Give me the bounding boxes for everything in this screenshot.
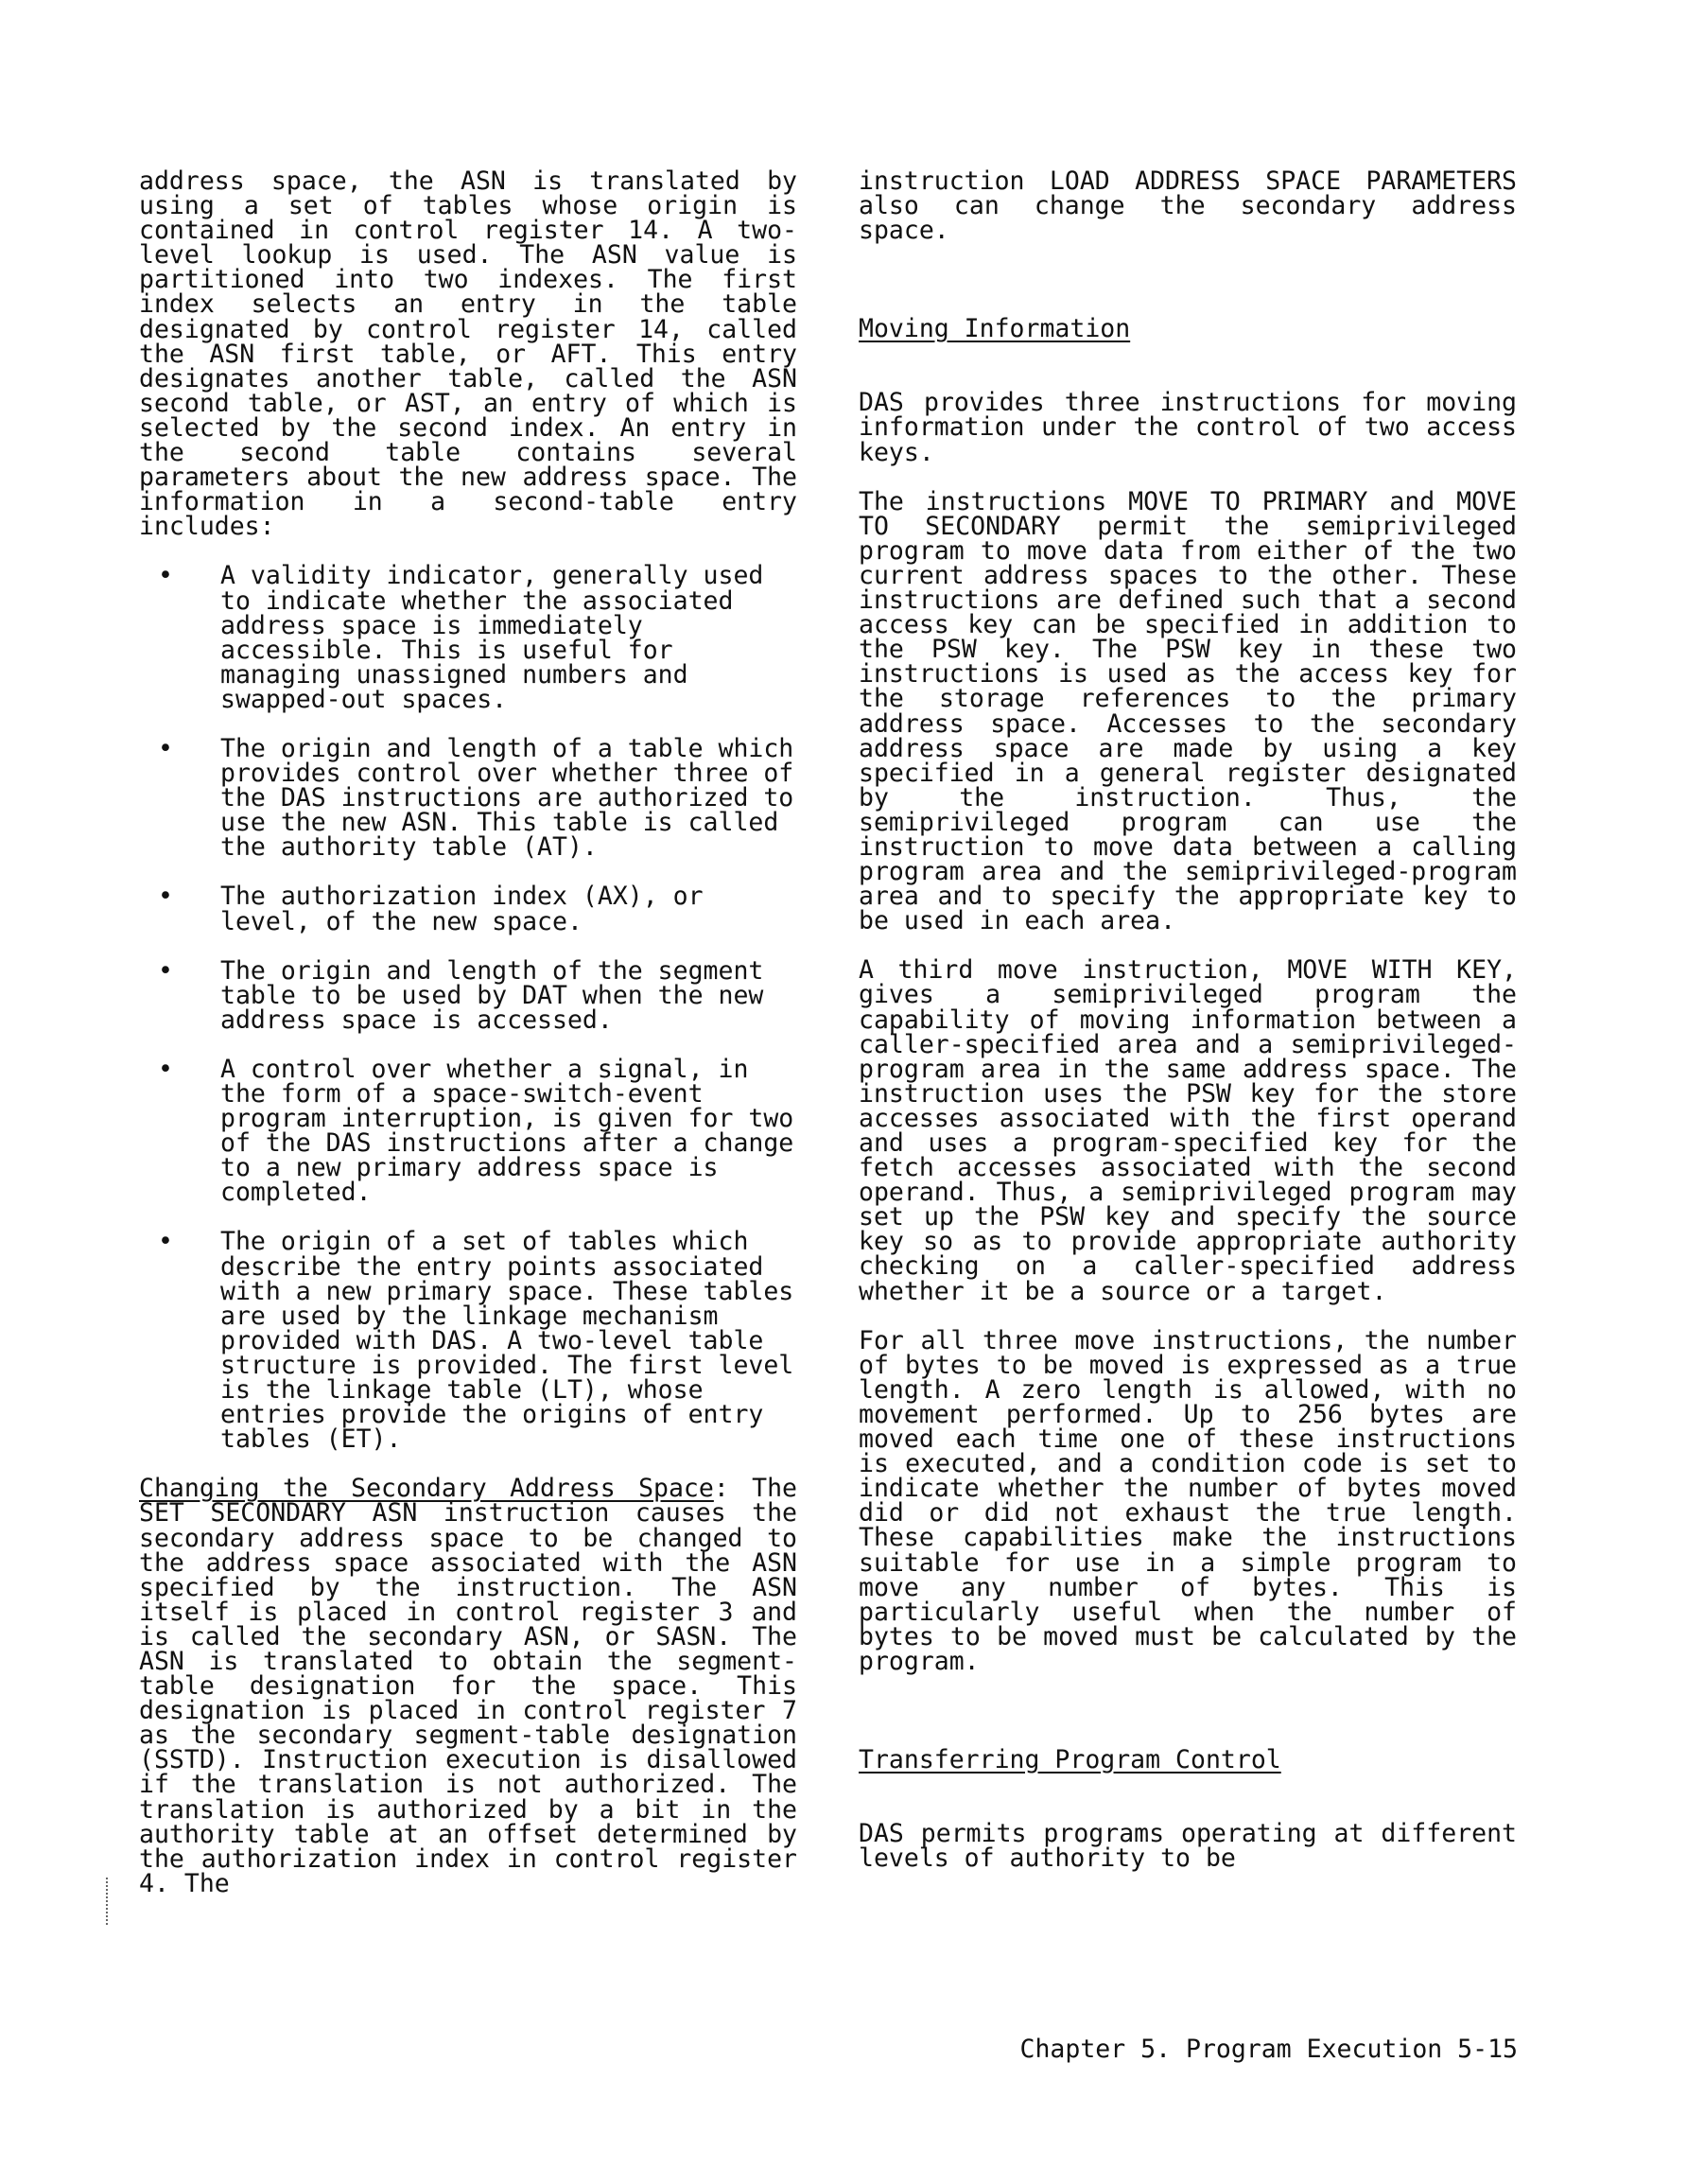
- bullet-icon: •: [158, 1227, 173, 1257]
- changing-secondary-text: : The SET SECONDARY ASN instruction causes the secondary address space to be changed to the address space associated with the ASN specified by the instruction. The ASN itself is placed in control register 3 and is called the secondary ASN, or SASN. The ASN is translated to obtain the segment-table designation for the space. This designation is placed in control register 7 as the secondary segment-table designation (SSTD). Instruction execution is disallowed if the translation is not authorized. The translation is authorized by a bit in the authority table at an offset determined by the authorization index in control register 4. The: [139, 1474, 798, 1898]
- moving-paragraph-4: For all three move instructions, the number of bytes to be moved is expressed as a true length. A zero length is allowed, with no movement performed. Up to 256 bytes are moved each time one of these instructions is executed, and a condition code is set to indicate whether the number of bytes moved did or did not exhaust the true length. These capabilities make the instructions suitable for use in a simple program to move any number of bytes. This is particularly useful when the number of bytes to be moved must be calculated by the program.: [859, 1325, 1517, 1676]
- moving-paragraph-2: The instructions MOVE TO PRIMARY and MOVE TO SECONDARY permit the semiprivileged program to move data from either of the two current address spaces to the other. These instructions are defined such that a second access key can be specified in addition to the PSW key. The PSW key in these two instructions is used as the access key for the storage references to the primary address space. Accesses to the secondary address space are made by using a key specified in a general register designated by the instruction. Thus, the semiprivileged program can use the instruction to move data between a calling program area and the semiprivileged-program area and to specify the appropriate key to be used in each area.: [859, 486, 1517, 936]
- changing-secondary-paragraph: [139, 1476, 797, 1896]
- bullet-icon: •: [158, 733, 173, 763]
- right-column: [859, 166, 1517, 1874]
- list-item: • The origin and length of the segment table to be used by DAT when the new address space is accessed.: [158, 955, 764, 1035]
- list-item: • A control over whether a signal, in the form of a space-switch-event program interruption, is given for two of the DAS instructions after a change to a new primary address space is completed.: [158, 1054, 794, 1208]
- moving-information-heading: Moving Information: [859, 314, 1131, 344]
- list-item: • A validity indicator, generally used to indicate whether the associated address space is immediately accessible. This is useful for managing unassigned numbers and swapped-out spaces.: [158, 561, 764, 714]
- list-item: • The origin and length of a table which provides control over whether three of the DAS instructions are authorized to use the new ASN. This table is called the authority table (AT).: [158, 733, 794, 863]
- bullet-icon: •: [158, 1054, 173, 1084]
- transferring-control-heading: Transferring Program Control: [859, 1744, 1281, 1774]
- moving-paragraph-1: DAS provides three instructions for moving information under the control of two access keys.: [859, 388, 1517, 467]
- left-intro-paragraph: address space, the ASN is translated by using a set of tables whose origin is contained in control register 14. A two-level lookup is used. The ASN value is partitioned into two indexes. The first index selects an entry in the table designated by control register 14, called the ASN first table, or AFT. This entry designates another table, called the ASN second table, or AST, an entry of which is selected by the second index. An entry in the second table contains several parameters about the new address space. The information in a second-table entry includes:: [139, 166, 797, 542]
- left-column: [139, 166, 798, 1898]
- revision-bar: [106, 1878, 110, 1925]
- bullet-icon: •: [158, 561, 173, 591]
- bullet-icon: •: [158, 882, 173, 912]
- page-footer: Chapter 5. Program Execution 5-15: [1019, 2035, 1518, 2064]
- moving-paragraph-3: A third move instruction, MOVE WITH KEY, gives a semiprivileged program the capability of moving information between a caller-specified area and a semiprivileged-program area in the same address space. The instruction uses the PSW key for the store accesses associated with the first operand and uses a program-specified key for the fetch accesses associated with the second operand. Thus, a semiprivileged program may set up the PSW key and specify the source key so as to provide appropriate authority checking on a caller-specified address whether it be a source or a target.: [859, 955, 1517, 1306]
- transferring-paragraph-1: DAS permits programs operating at different levels of authority to be: [859, 1819, 1517, 1874]
- right-intro-paragraph: instruction LOAD ADDRESS SPACE PARAMETERS also can change the secondary address space.: [859, 166, 1517, 246]
- changing-secondary-heading: Changing the Secondary Address Space: [139, 1474, 714, 1504]
- bullet-icon: •: [158, 955, 173, 986]
- list-item: • The origin of a set of tables which describe the entry points associated with a new primary space. These tables are used by the linkage mechanism provided with DAS. A two-level table structure is provided. The first level is the linkage table (LT), whose entries provide the origins of entry tables (ET).: [158, 1227, 794, 1455]
- list-item: • The authorization index (AX), or level, of the new space.: [158, 882, 704, 936]
- second-table-entry-list: [139, 561, 797, 1455]
